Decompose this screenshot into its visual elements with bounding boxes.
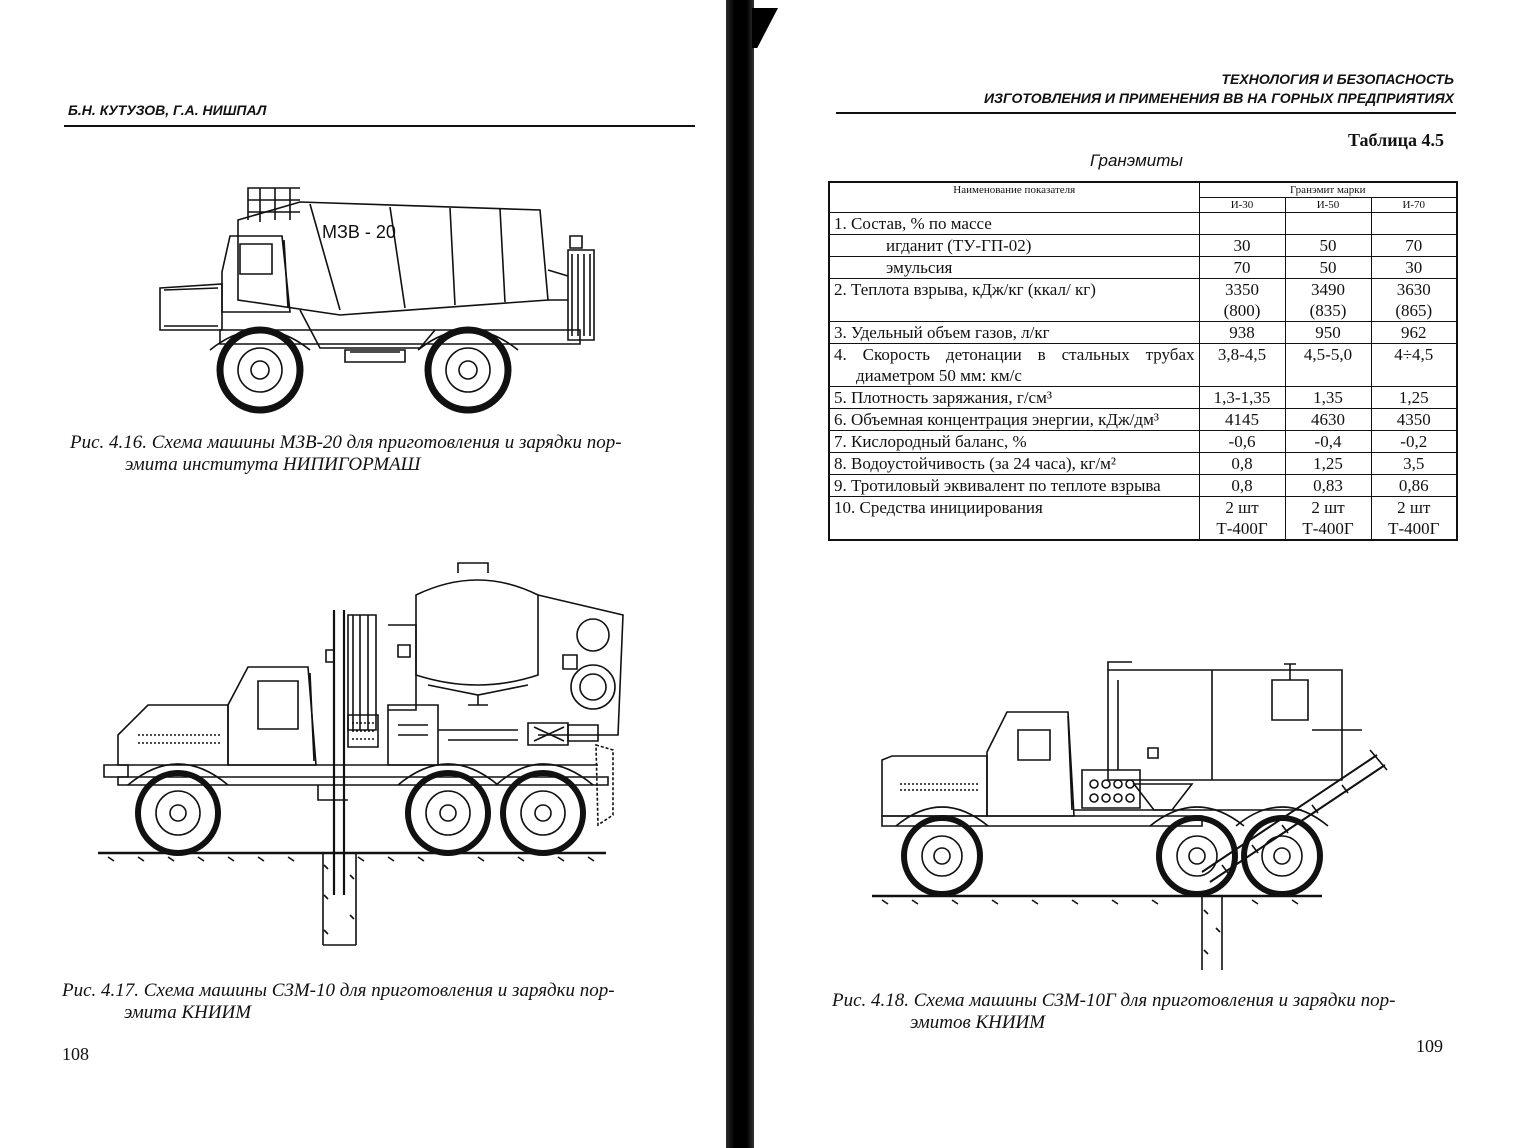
- caption-figure-4-17: [62, 980, 615, 1024]
- row-indicator-name: эмульсия: [829, 257, 1199, 279]
- row-value-cell: [1371, 213, 1457, 235]
- figure-4-17-szm10-truck: [98, 555, 618, 950]
- caption-line: Рис. 4.18. Схема машины СЗМ-10Г для приготовления и зарядки пор-: [832, 990, 1396, 1011]
- cell-line: 2 шт: [1225, 498, 1259, 517]
- page-number-right: 109: [1416, 1036, 1443, 1056]
- row-value-cell: 1,25: [1371, 387, 1457, 409]
- row-value-cell: 938: [1199, 322, 1285, 344]
- table-title: Гранэмиты: [1090, 151, 1183, 170]
- row-value-cell: 3,5: [1371, 453, 1457, 475]
- header-rule: [836, 112, 1456, 114]
- row-value-cell: 30: [1371, 257, 1457, 279]
- row-value-cell: 4630: [1285, 409, 1371, 431]
- figure-4-18-szm10g-truck: [872, 660, 1392, 980]
- table-row: [829, 279, 1457, 322]
- row-value-cell: -0,6: [1199, 431, 1285, 453]
- row-value-cell: 962: [1371, 322, 1457, 344]
- row-value-cell: 4÷4,5: [1371, 344, 1457, 387]
- row-value-cell: [1285, 213, 1371, 235]
- caption-line: эмита института НИПИГОРМАШ: [125, 454, 421, 475]
- row-indicator-name: 3. Удельный объем газов, л/кг: [829, 322, 1199, 344]
- book-spine: [726, 0, 754, 1148]
- cell-line: 2 шт: [1397, 498, 1431, 517]
- row-value-cell: 70: [1371, 235, 1457, 257]
- row-value-cell: [1199, 213, 1285, 235]
- figure-4-16-mzv20-truck: [150, 180, 600, 420]
- row-value-cell: [1199, 497, 1285, 541]
- row-value-cell: [1199, 279, 1285, 322]
- header-indicator-name: Наименование показателя: [829, 182, 1199, 213]
- row-indicator-name: 1. Состав, % по массе: [829, 213, 1199, 235]
- running-head-title-line2: ИЗГОТОВЛЕНИЯ И ПРИМЕНЕНИЯ ВВ НА ГОРНЫХ ПРЕДПРИЯТИЯХ: [983, 90, 1454, 106]
- header-column: И-70: [1371, 198, 1457, 213]
- header-rule: [64, 125, 695, 127]
- table-row: [829, 213, 1457, 235]
- row-value-cell: 3,8-4,5: [1199, 344, 1285, 387]
- row-value-cell: 30: [1199, 235, 1285, 257]
- table-row: [829, 322, 1457, 344]
- row-value-cell: 1,35: [1285, 387, 1371, 409]
- row-value-cell: 70: [1199, 257, 1285, 279]
- cell-line: (835): [1309, 301, 1347, 320]
- cell-line: 2 шт: [1311, 498, 1345, 517]
- row-value-cell: 50: [1285, 257, 1371, 279]
- table-row: [829, 497, 1457, 541]
- row-indicator-name: 5. Плотность заряжания, г/см³: [829, 387, 1199, 409]
- row-indicator-name: игданит (ТУ-ГП-02): [829, 235, 1199, 257]
- running-head-authors: Б.Н. КУТУЗОВ, Г.А. НИШПАЛ: [68, 102, 267, 118]
- header-brand-group: Гранэмит марки: [1199, 182, 1457, 198]
- table-row: [829, 235, 1457, 257]
- row-value-cell: [1371, 497, 1457, 541]
- row-value-cell: 0,8: [1199, 475, 1285, 497]
- cell-line: Т-400Г: [1302, 519, 1354, 538]
- row-value-cell: [1285, 497, 1371, 541]
- cell-line: Т-400Г: [1216, 519, 1268, 538]
- row-value-cell: 0,83: [1285, 475, 1371, 497]
- cell-line: 3350: [1225, 280, 1259, 299]
- cell-line: Т-400Г: [1388, 519, 1440, 538]
- header-column: И-50: [1285, 198, 1371, 213]
- row-value-cell: 0,8: [1199, 453, 1285, 475]
- row-value-cell: -0,2: [1371, 431, 1457, 453]
- table-row: [829, 409, 1457, 431]
- table-row: [829, 387, 1457, 409]
- row-value-cell: 50: [1285, 235, 1371, 257]
- caption-line: эмита КНИИМ: [124, 1002, 252, 1023]
- right-page: [760, 0, 1534, 1148]
- indicator-text: 6. Объемная концентрация энергии, кДж/дм³: [834, 410, 1159, 429]
- row-value-cell: 1,3-1,35: [1199, 387, 1285, 409]
- table-row: [829, 453, 1457, 475]
- cell-line: 3630: [1396, 280, 1431, 299]
- table-header-row: [829, 182, 1457, 198]
- granemit-table: [828, 181, 1458, 541]
- row-indicator-name: [829, 344, 1199, 387]
- table-row: [829, 431, 1457, 453]
- table-row: [829, 475, 1457, 497]
- caption-line: эмитов КНИИМ: [910, 1012, 1046, 1033]
- row-value-cell: 4,5-5,0: [1285, 344, 1371, 387]
- row-indicator-name: 8. Водоустойчивость (за 24 часа), кг/м²: [829, 453, 1199, 475]
- caption-line: Рис. 4.16. Схема машины МЗВ-20 для приготовления и зарядки пор-: [70, 432, 622, 453]
- table-body: [829, 213, 1457, 541]
- row-indicator-name: 2. Теплота взрыва, кДж/кг (ккал/ кг): [829, 279, 1199, 322]
- cell-line: 3490: [1311, 280, 1345, 299]
- indicator-text: 4. Скорость детонации в стальных трубах диаметром 50 мм: км/с: [834, 345, 1195, 385]
- running-head-title-line1: ТЕХНОЛОГИЯ И БЕЗОПАСНОСТЬ: [1221, 71, 1454, 87]
- row-value-cell: [1371, 279, 1457, 322]
- cell-line: (800): [1223, 301, 1261, 320]
- row-value-cell: -0,4: [1285, 431, 1371, 453]
- table-row: [829, 257, 1457, 279]
- row-indicator-name: [829, 475, 1199, 497]
- row-value-cell: 1,25: [1285, 453, 1371, 475]
- caption-figure-4-18: [832, 990, 1395, 1034]
- left-page: [0, 0, 730, 1148]
- caption-figure-4-16: [70, 432, 622, 476]
- table-label: Таблица 4.5: [1348, 130, 1444, 150]
- row-indicator-name: [829, 409, 1199, 431]
- row-value-cell: 0,86: [1371, 475, 1457, 497]
- indicator-text: 9. Тротиловый эквивалент по теплоте взрыва: [834, 476, 1161, 495]
- row-value-cell: 950: [1285, 322, 1371, 344]
- row-value-cell: [1285, 279, 1371, 322]
- caption-line: Рис. 4.17. Схема машины СЗМ-10 для приготовления и зарядки пор-: [62, 980, 615, 1001]
- page-number-left: 108: [62, 1044, 89, 1064]
- truck-label: МЗВ - 20: [322, 222, 396, 242]
- header-column: И-30: [1199, 198, 1285, 213]
- row-value-cell: 4145: [1199, 409, 1285, 431]
- cell-line: (865): [1395, 301, 1433, 320]
- row-indicator-name: 7. Кислородный баланс, %: [829, 431, 1199, 453]
- row-value-cell: 4350: [1371, 409, 1457, 431]
- row-indicator-name: 10. Средства инициирования: [829, 497, 1199, 541]
- table-row: [829, 344, 1457, 387]
